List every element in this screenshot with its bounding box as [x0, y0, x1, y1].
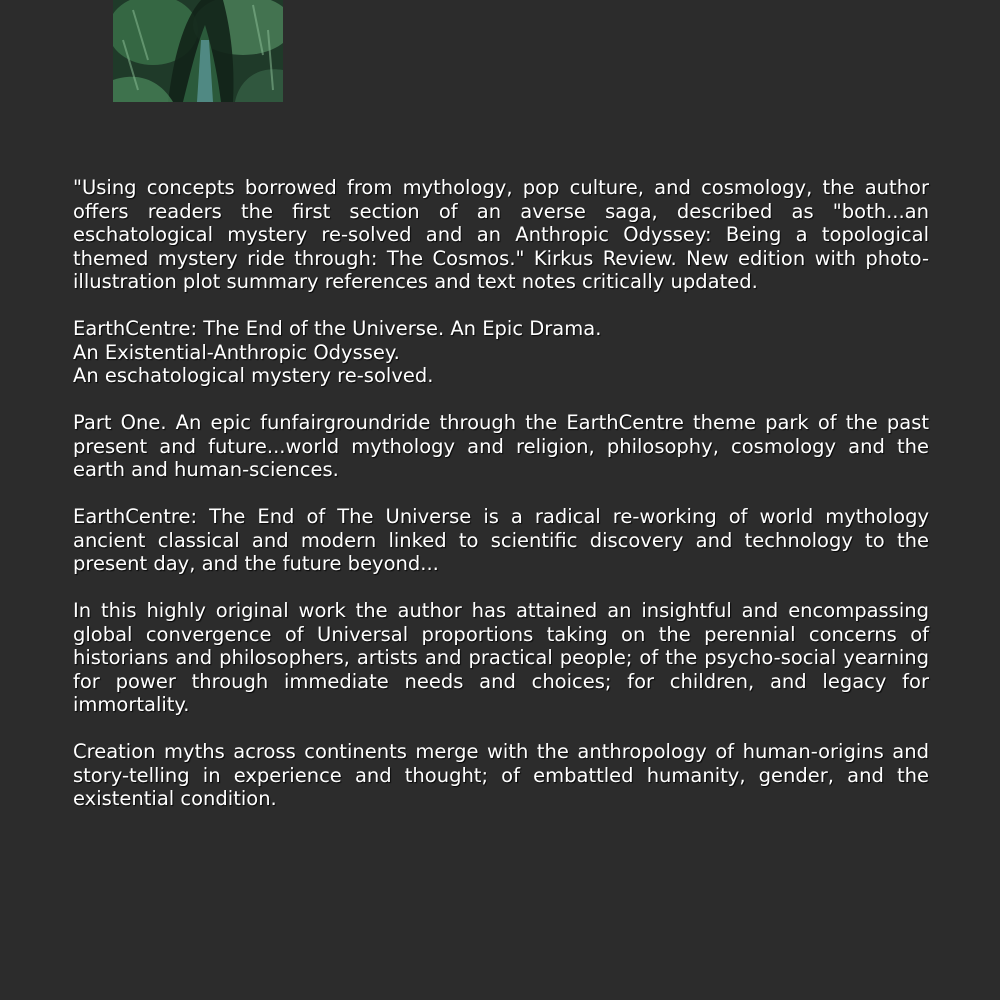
- book-blurb: [73, 176, 929, 834]
- blurb-paragraph-reworking: EarthCentre: The End of The Universe is a radical re-working of world mythology ancient classical and modern linked to scientific discovery and technology to the present day, and the future beyond...: [73, 505, 929, 575]
- subtitle-line: An Existential-Anthropic Odyssey.: [73, 340, 400, 364]
- subtitle-line: EarthCentre: The End of the Universe. An Epic Drama.: [73, 317, 602, 340]
- author-portrait-icon: [113, 0, 283, 102]
- blurb-paragraph-subtitle: [73, 317, 929, 388]
- author-photo: [113, 0, 283, 102]
- subtitle-line: An eschatological mystery re-solved.: [73, 364, 434, 387]
- blurb-paragraph-convergence: In this highly original work the author has attained an insightful and encompassing global convergence of Universal proportions taking on the perennial concerns of historians and philosophers, artists and practical people; of the psycho-social yearning for power through immediate needs and choices; for children, and legacy for immortality.: [73, 599, 929, 716]
- blurb-paragraph-review: "Using concepts borrowed from mythology, pop culture, and cosmology, the author offers readers the first section of an averse saga, described as "both...an eschatological mystery re-solved and an Anthropic Odyssey: Being a topological themed mystery ride through: The Cosmos." Kirkus Review. New edition with photo-illustration plot summary references and text notes critically updated.: [73, 176, 929, 293]
- blurb-paragraph-part-one: Part One. An epic funfairgroundride through the EarthCentre theme park of the past present and future...world mythology and religion, philosophy, cosmology and the earth and human-sciences.: [73, 411, 929, 481]
- blurb-paragraph-creation-myths: Creation myths across continents merge with the anthropology of human-origins and story-telling in experience and thought; of embattled humanity, gender, and the existential condition.: [73, 740, 929, 810]
